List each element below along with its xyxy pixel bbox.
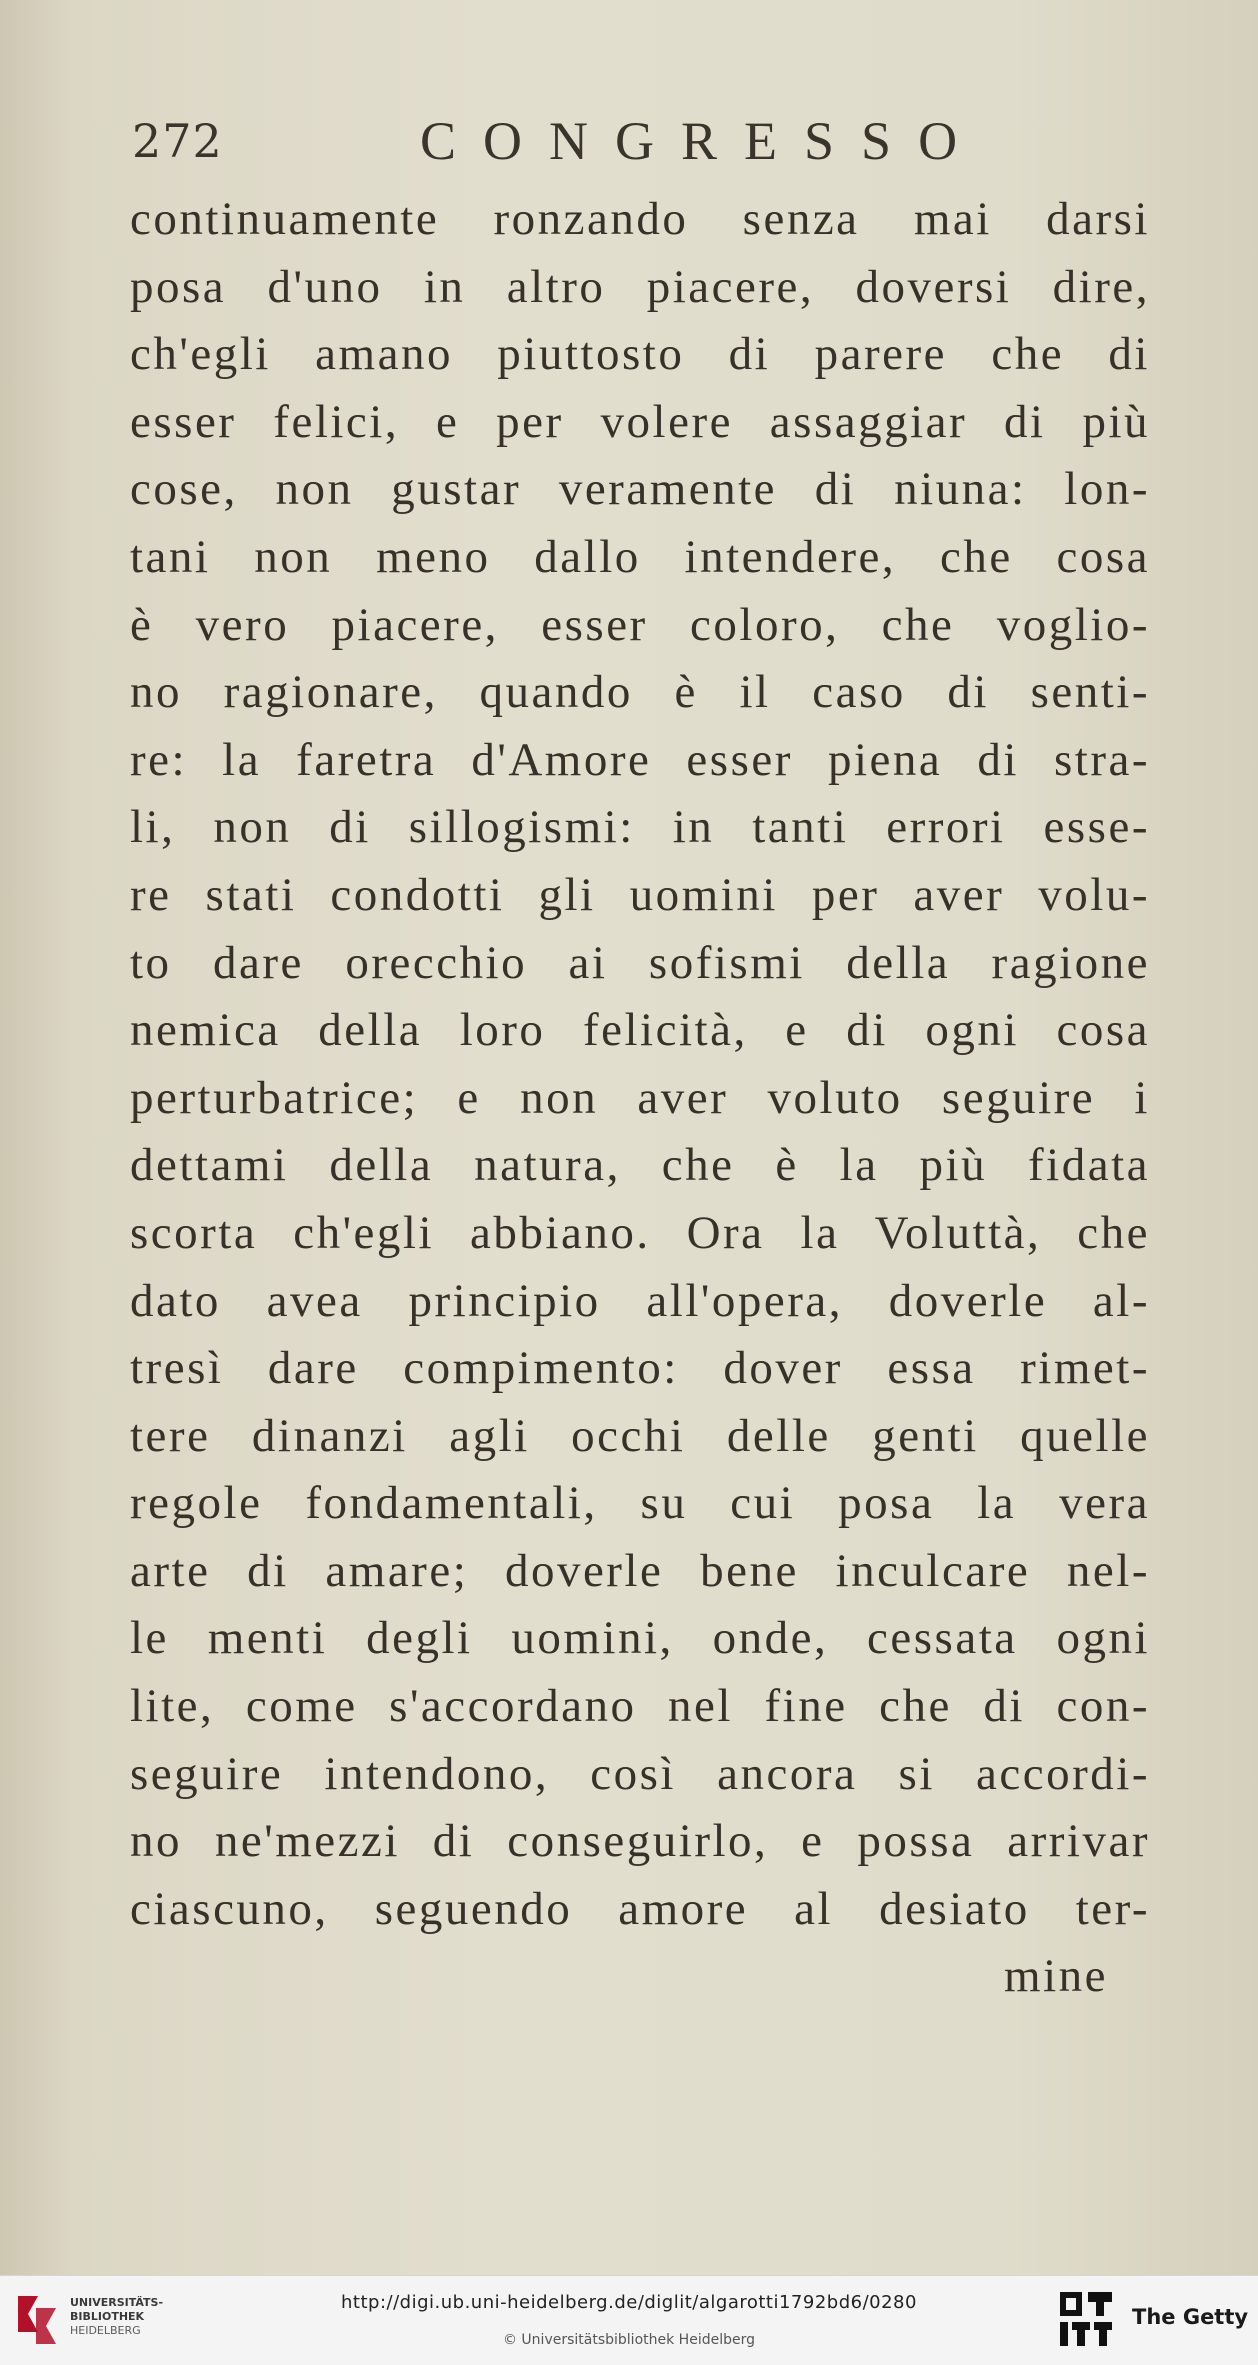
page-number: 272 <box>132 114 223 168</box>
text-line: ciascuno, seguendo amore al desiato ter- <box>130 1882 1150 1935</box>
text-line: lite, come s'accordano nel fine che di con- <box>130 1680 1150 1733</box>
text-line: tresì dare compimento: dover essa rimet- <box>130 1342 1150 1395</box>
page-header <box>130 108 1140 188</box>
footer-bar <box>0 2275 1258 2365</box>
text-line: le menti degli uomini, onde, cessata ogni <box>130 1612 1150 1665</box>
library-line: UNIVERSITÄTS- <box>70 2296 164 2309</box>
running-head: CONGRESSO <box>420 111 985 171</box>
getty-logo-icon <box>1058 2290 1114 2348</box>
catchword: mine <box>1004 1950 1108 2003</box>
text-line: posa d'uno in altro piacere, doversi dire, <box>130 260 1150 313</box>
text-line: li, non di sillogismi: in tanti errori esse- <box>130 801 1150 854</box>
text-line: esser felici, e per volere assaggiar di più <box>130 395 1150 448</box>
permalink-url[interactable]: http://digi.ub.uni-heidelberg.de/diglit/algarotti1792bd6/0280 <box>341 2292 917 2313</box>
getty-label: The Getty <box>1132 2305 1249 2329</box>
text-line: no ragionare, quando è il caso di senti- <box>130 666 1150 719</box>
copyright-notice: © Universitätsbibliothek Heidelberg <box>502 2332 755 2348</box>
text-line: dato avea principio all'opera, doverle al- <box>130 1274 1150 1327</box>
body-text <box>130 186 1150 2011</box>
text-line: re stati condotti gli uomini per aver volu- <box>130 868 1150 921</box>
text-line: è vero piacere, esser coloro, che voglio- <box>130 598 1150 651</box>
text-line: seguire intendono, così ancora si accordi- <box>130 1747 1150 1800</box>
text-line: tani non meno dallo intendere, che cosa <box>130 530 1150 583</box>
text-line: to dare orecchio ai sofismi della ragione <box>130 936 1150 989</box>
text-line: ch'egli amano piuttosto di parere che di <box>130 328 1150 381</box>
text-line: scorta ch'egli abbiano. Ora la Voluttà, che <box>130 1206 1150 1259</box>
library-line: BIBLIOTHEK <box>70 2310 145 2323</box>
library-line: HEIDELBERG <box>70 2324 141 2337</box>
text-line: arte di amare; doverle bene inculcare nel- <box>130 1544 1150 1597</box>
text-line: perturbatrice; e non aver voluto seguire i <box>130 1071 1150 1124</box>
text-line: nemica della loro felicità, e di ogni cosa <box>130 1004 1150 1057</box>
text-line: dettami della natura, che è la più fidata <box>130 1139 1150 1192</box>
text-line: tere dinanzi agli occhi delle genti quelle <box>130 1409 1150 1462</box>
text-line: regole fondamentali, su cui posa la vera <box>130 1477 1150 1530</box>
text-line: cose, non gustar veramente di niuna: lon- <box>130 463 1150 516</box>
text-line: re: la faretra d'Amore esser piena di stra- <box>130 733 1150 786</box>
text-line: no ne'mezzi di conseguirlo, e possa arrivar <box>130 1815 1150 1868</box>
text-line: continuamente ronzando senza mai darsi <box>130 193 1150 245</box>
